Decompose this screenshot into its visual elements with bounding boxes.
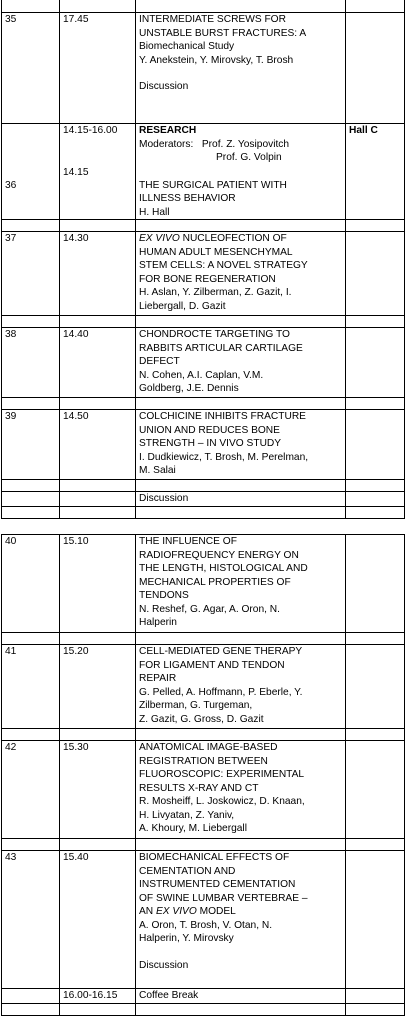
moderators: Moderators: Prof. Z. Yosipovitch [139, 138, 290, 150]
session-title: RESEARCH [139, 125, 197, 136]
talk-time: 14.30 [60, 232, 136, 316]
talk-details: CELL-MEDIATED GENE THERAPY FOR LIGAMENT AND TENDON REPAIR G. Pelled, A. Hoffmann, P. Eberle, Y. Zilberman, G. Turgeman, Z. Gazit, G. Gross, D. Gazit [136, 645, 346, 729]
coffee-time: 16.00-16.15 [60, 989, 136, 1004]
table-row [2, 989, 405, 1004]
talk-number: 43 [2, 851, 60, 989]
talk-time: 15.30 [60, 741, 136, 839]
table-row [2, 410, 405, 480]
table-row [2, 741, 405, 839]
talk-details: THE INFLUENCE OF RADIOFREQUENCY ENERGY ON THE LENGTH, HISTOLOGICAL AND MECHANICAL PROPERTIES OF TENDONS N. Reshef, G. Agar, A. Oron, N. Halperin [136, 535, 346, 633]
talk-time: 15.10 [60, 535, 136, 633]
talk-time: 14.15 [63, 166, 89, 178]
schedule-table-1 [1, 0, 405, 519]
table-row [2, 13, 405, 124]
table-row [2, 232, 405, 316]
talk-number: 36 [5, 180, 17, 191]
table-row [2, 492, 405, 507]
table-row: 36 14.15-16.00 14.15 RESEARCH Moderators: Prof. Z. Yosipovitch Prof. G. Volpin THE SURGICAL PATIENT WITH ILLNESS BEHAVIOR H. Hall Hall C [2, 124, 405, 220]
talk-time: 14.40 [60, 328, 136, 398]
session-time: 14.15-16.00 [63, 125, 118, 136]
talk-time: 14.50 [60, 410, 136, 480]
discussion-label: Discussion [136, 492, 346, 507]
table-row [2, 535, 405, 633]
talk-number: 35 [2, 13, 60, 124]
table-row [2, 645, 405, 729]
talk-number: 42 [2, 741, 60, 839]
talk-number: 38 [2, 328, 60, 398]
table-row [2, 851, 405, 989]
talk-details: BIOMECHANICAL EFFECTS OF CEMENTATION AND INSTRUMENTED CEMENTATION OF SWINE LUMBAR VERTEBRAE – AN EX VIVO MODEL A. Oron, T. Brosh, V. Otan, N. Halperin, Y. Mirovsky Discussion [136, 851, 346, 989]
schedule-table-2 [1, 534, 405, 1016]
table-row [2, 328, 405, 398]
talk-details: CHONDROCTE TARGETING TO RABBITS ARTICULAR CARTILAGE DEFECT N. Cohen, A.I. Caplan, V.M. Goldberg, J.E. Dennis [136, 328, 346, 398]
talk-details: ANATOMICAL IMAGE-BASED REGISTRATION BETWEEN FLUOROSCOPIC: EXPERIMENTAL RESULTS X-RAY AND CT R. Mosheiff, L. Joskowicz, D. Knaan, H. Livyatan, Z. Yaniv, A. Khoury, M. Liebergall [136, 741, 346, 839]
talk-details: COLCHICINE INHIBITS FRACTURE UNION AND REDUCES BONE STRENGTH – IN VIVO STUDY I. Dudkiewicz, T. Brosh, M. Perelman, M. Salai [136, 410, 346, 480]
talk-time: 15.40 [60, 851, 136, 989]
talk-number: 40 [2, 535, 60, 633]
talk-number: 39 [2, 410, 60, 480]
talk-time: 17.45 [60, 13, 136, 124]
talk-number: 37 [2, 232, 60, 316]
talk-details: INTERMEDIATE SCREWS FOR UNSTABLE BURST FRACTURES: A Biomechanical Study Y. Anekstein, Y. Mirovsky, T. Brosh Discussion [136, 13, 346, 124]
talk-details: EX VIVO NUCLEOFECTION OF HUMAN ADULT MESENCHYMAL STEM CELLS: A NOVEL STRATEGY FOR BONE REGENERATION H. Aslan, Y. Zilberman, Z. Gazit, I. Liebergall, D. Gazit [136, 232, 346, 316]
coffee-break-label: Coffee Break [136, 989, 346, 1004]
hall-label: Hall C [349, 125, 378, 136]
talk-time: 15.20 [60, 645, 136, 729]
talk-number: 41 [2, 645, 60, 729]
